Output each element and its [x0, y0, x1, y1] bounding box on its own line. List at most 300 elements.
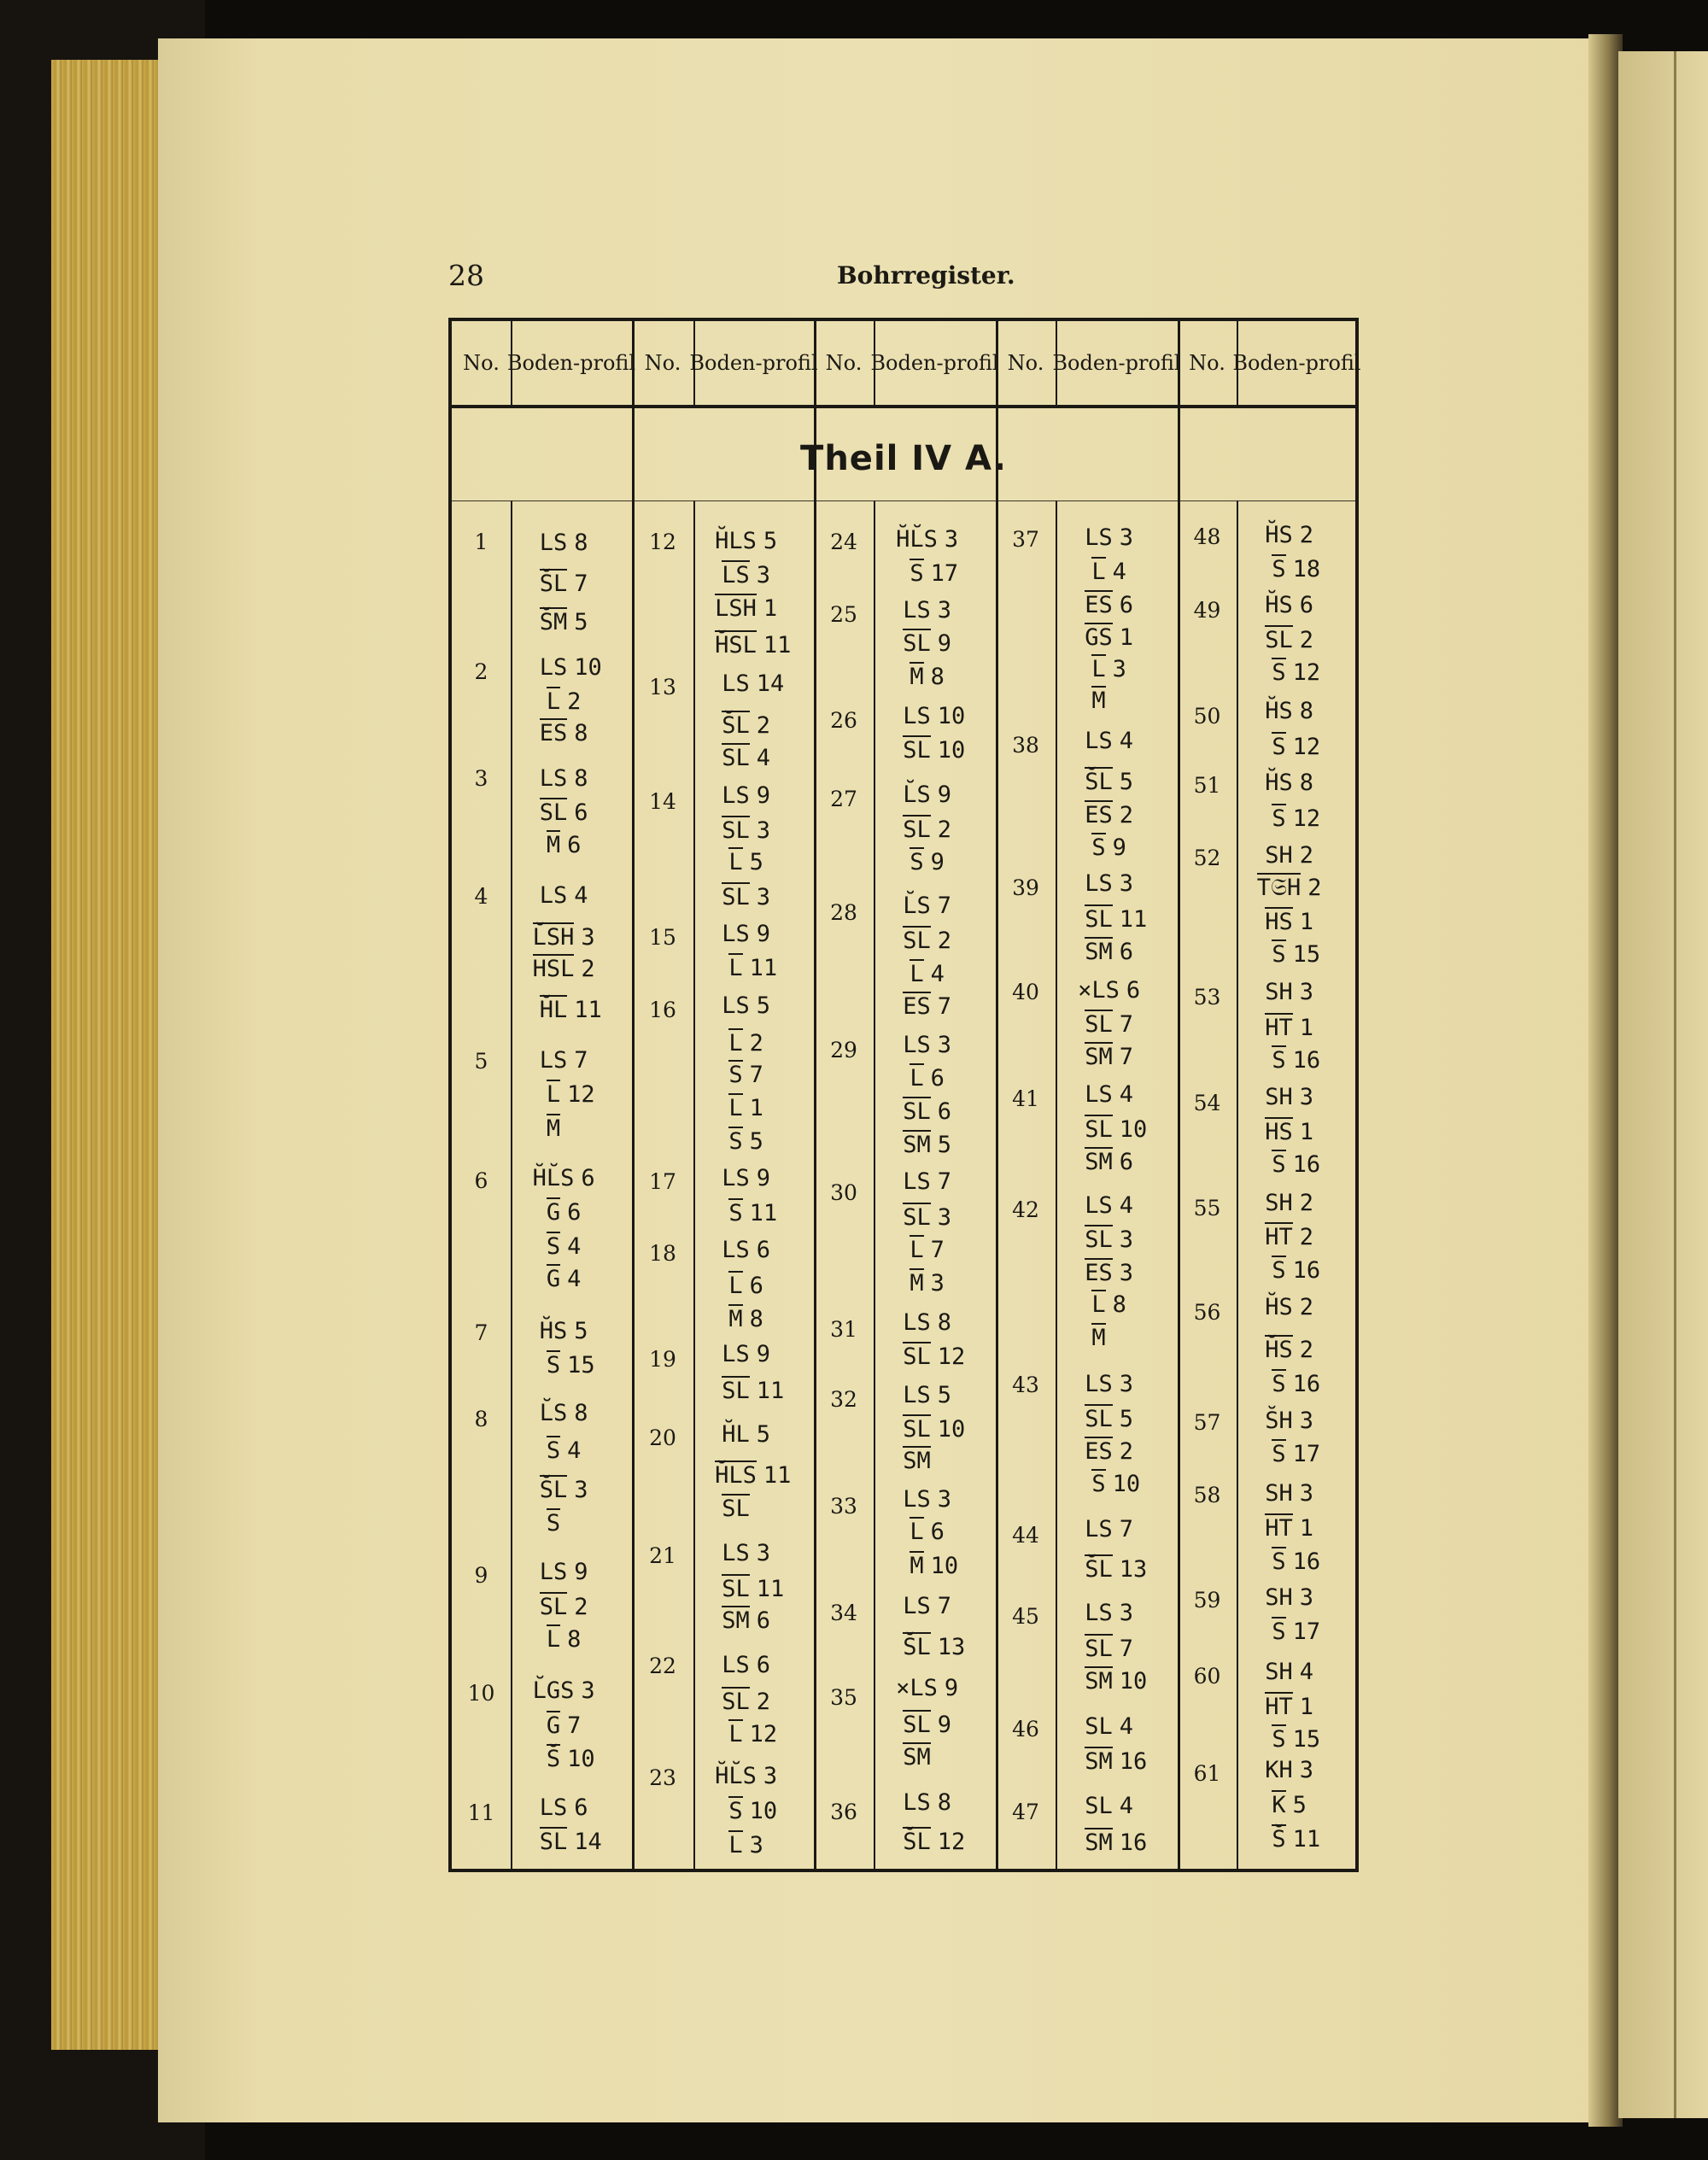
layer-depth: 9 [937, 630, 952, 657]
boring-number: 55 [1193, 1196, 1221, 1220]
boring-number: 7 [474, 1320, 488, 1345]
soil-profile-entry [1056, 1747, 1178, 1776]
layer-depth: 2 [1299, 842, 1314, 869]
layer-depth: 10 [930, 1553, 959, 1579]
layer-depth: 13 [937, 1634, 966, 1660]
layer-depth: 1 [1299, 1119, 1314, 1145]
layer-depth: 1 [1299, 909, 1314, 935]
soil-profile-entry [874, 1446, 996, 1475]
layer-depth: 9 [1112, 834, 1126, 861]
soil-code: SH [1265, 1659, 1293, 1685]
layer-depth: 9 [756, 1341, 771, 1367]
layer-depth: 2 [1307, 875, 1322, 901]
layer-depth: 7 [937, 1593, 952, 1619]
column-header-no: No. [644, 351, 681, 375]
soil-profile-entry [1237, 1117, 1357, 1146]
layer-depth: 15 [1292, 1726, 1321, 1753]
boring-number: 4 [474, 884, 488, 909]
layer-depth: 3 [944, 526, 959, 553]
layer-depth: 2 [1119, 1438, 1134, 1465]
soil-code: T𝔖H [1256, 875, 1301, 901]
soil-profile-entry [1237, 1222, 1357, 1251]
soil-code: S [546, 1510, 561, 1537]
layer-depth: 8 [1299, 770, 1314, 796]
soil-profile-entry [511, 718, 632, 747]
soil-code: S [910, 849, 924, 875]
boring-number: 3 [474, 766, 488, 791]
soil-profile-entry [693, 1796, 814, 1825]
soil-profile-entry [693, 1763, 814, 1790]
soil-profile-entry [1237, 1013, 1357, 1042]
soil-code: L [910, 1237, 924, 1263]
soil-profile-entry [1056, 767, 1178, 796]
layer-depth: 5 [937, 1132, 952, 1158]
layer-depth: 11 [574, 997, 602, 1023]
soil-code: L [1091, 559, 1106, 585]
boring-number: 24 [830, 530, 857, 554]
soil-code: S [1272, 1619, 1286, 1645]
soil-code: L [910, 1065, 924, 1092]
layer-depth: 7 [930, 1237, 945, 1263]
layer-depth: 2 [749, 1030, 763, 1057]
layer-depth: 10 [1119, 1668, 1148, 1695]
layer-depth: 5 [937, 1382, 952, 1408]
soil-code: L [546, 688, 561, 715]
soil-code: M [910, 1553, 924, 1579]
layer-depth: 1 [749, 1095, 763, 1121]
soil-code: S [1272, 734, 1286, 760]
soil-profile-entry [1056, 1554, 1178, 1583]
layer-depth: 8 [937, 1309, 952, 1336]
soil-code: LS [722, 1165, 750, 1191]
soil-code: LSH [715, 595, 757, 622]
soil-code: LS [722, 1540, 750, 1566]
soil-code: S [1272, 805, 1286, 832]
soil-profile-entry [511, 1197, 632, 1226]
soil-profile-entry [1237, 873, 1357, 902]
soil-profile-entry [693, 630, 814, 659]
layer-depth: 1 [763, 595, 778, 622]
layer-depth: 16 [1119, 1829, 1148, 1856]
boring-number: 19 [649, 1347, 676, 1372]
soil-profile-entry [1237, 979, 1357, 1006]
soil-profile-entry [693, 1376, 814, 1405]
soil-profile-entry [1237, 522, 1357, 549]
layer-depth: 16 [1292, 1548, 1321, 1575]
soil-profile-entry [693, 1127, 814, 1156]
soil-code: L [728, 1095, 743, 1121]
layer-depth: 3 [581, 924, 595, 951]
layer-depth: 6 [581, 1165, 595, 1191]
soil-profile-entry [1237, 1294, 1357, 1321]
soil-code: LS [722, 992, 750, 1019]
boring-number: 35 [830, 1685, 857, 1710]
layer-depth: 11 [763, 632, 792, 659]
soil-code: HS [1265, 909, 1293, 935]
layer-depth: 5 [749, 1128, 763, 1155]
soil-code: SM [1085, 1149, 1113, 1175]
soil-code: SL [539, 1829, 568, 1855]
soil-code: SL [722, 817, 750, 844]
soil-profile-entry [511, 1165, 632, 1192]
soil-profile-entry [874, 629, 996, 658]
soil-profile-entry [1237, 1659, 1357, 1686]
soil-profile-entry [1237, 1480, 1357, 1507]
soil-code: H̆SL [715, 632, 757, 659]
soil-profile-entry [874, 703, 996, 730]
soil-code: M [1091, 688, 1106, 714]
layer-depth: 3 [1119, 1260, 1134, 1286]
soil-profile-entry [693, 1341, 814, 1368]
boring-number: 10 [467, 1681, 495, 1706]
soil-code: LS [1085, 1192, 1113, 1219]
soil-profile-entry [511, 765, 632, 793]
layer-depth: 3 [1119, 1600, 1134, 1626]
layer-depth: 6 [756, 1607, 771, 1634]
layer-depth: 3 [1112, 656, 1126, 682]
soil-profile-entry [874, 1130, 996, 1159]
soil-profile-entry [693, 953, 814, 982]
layer-depth: 3 [581, 1677, 595, 1704]
layer-depth: 7 [574, 571, 588, 597]
soil-code: S̆M [539, 609, 568, 635]
soil-profile-entry [1237, 732, 1357, 761]
column-header-profile: Boden- profil [1232, 351, 1361, 375]
soil-code: S [546, 1352, 561, 1379]
layer-depth: 6 [930, 1065, 945, 1092]
soil-code: SM [903, 1448, 931, 1474]
soil-code: L [1091, 1291, 1106, 1318]
soil-profile-entry [874, 1789, 996, 1817]
boring-number: 51 [1193, 773, 1221, 798]
layer-depth: 2 [1299, 1337, 1314, 1363]
soil-profile-entry [693, 1237, 814, 1264]
soil-code: SL [722, 884, 750, 910]
soil-profile-entry [874, 526, 996, 553]
soil-profile-entry [693, 1830, 814, 1859]
soil-code: HT [1265, 1015, 1293, 1041]
boring-number: 59 [1193, 1588, 1221, 1613]
layer-depth: 9 [756, 1165, 771, 1191]
soil-profile-entry [874, 735, 996, 764]
soil-profile-entry [874, 1168, 996, 1196]
running-head: Bohrregister. [837, 261, 1015, 290]
soil-profile-entry [1056, 833, 1178, 862]
boring-number: 50 [1193, 704, 1221, 729]
soil-profile-entry [1237, 1335, 1357, 1364]
soil-profile-entry [511, 1475, 632, 1504]
layer-depth: 5 [1119, 769, 1134, 795]
layer-depth: 6 [1299, 592, 1314, 618]
soil-code: H̆S [1265, 1337, 1293, 1363]
boring-number: 8 [474, 1407, 488, 1431]
layer-depth: 11 [749, 955, 778, 981]
soil-profile-entry [1056, 1290, 1178, 1319]
soil-code: S [1091, 834, 1106, 861]
header-rule [452, 405, 1355, 408]
soil-code: S̆H [1265, 1408, 1293, 1434]
soil-code: M [910, 1270, 924, 1297]
layer-depth: 2 [937, 928, 952, 954]
soil-code: SM [722, 1607, 750, 1634]
layer-depth: 5 [756, 1421, 771, 1448]
layer-depth: 13 [1119, 1556, 1148, 1583]
column-header-no: No. [825, 351, 863, 375]
soil-profile-entry [1056, 1042, 1178, 1071]
boring-number: 52 [1193, 846, 1221, 870]
boring-number: 14 [649, 789, 676, 814]
layer-depth: 4 [1119, 1081, 1134, 1108]
soil-profile-entry [1056, 590, 1178, 619]
boring-number: 60 [1193, 1664, 1221, 1689]
layer-depth: 10 [937, 737, 966, 764]
soil-code: LS [903, 1309, 931, 1336]
layer-depth: 16 [1292, 1257, 1321, 1284]
soil-profile-entry [511, 530, 632, 557]
soil-profile-entry [511, 1264, 632, 1293]
soil-profile-entry [1237, 1757, 1357, 1784]
layer-depth: 18 [1292, 556, 1321, 582]
page-number: 28 [448, 259, 484, 292]
layer-depth: 2 [937, 817, 952, 843]
soil-code: M [1091, 1325, 1106, 1351]
soil-code: LS [539, 1559, 568, 1585]
soil-profile-entry [874, 597, 996, 624]
boring-number: 1 [474, 530, 488, 554]
soil-code: L [728, 1721, 743, 1747]
boring-number: 13 [649, 675, 676, 700]
soil-code: S [1272, 556, 1286, 582]
layer-depth: 3 [937, 597, 952, 623]
soil-profile-entry [874, 1235, 996, 1264]
soil-profile-entry [693, 594, 814, 623]
soil-code: LS [903, 1593, 931, 1619]
soil-profile-entry [693, 1460, 814, 1490]
soil-code: SL [722, 1689, 750, 1715]
boring-number: 54 [1193, 1091, 1221, 1115]
soil-code: SH [1265, 842, 1293, 869]
soil-profile-entry [1056, 1323, 1178, 1352]
soil-code: S [1272, 1371, 1286, 1397]
boring-number: 41 [1012, 1086, 1039, 1111]
boring-number: 17 [649, 1169, 676, 1194]
soil-profile-entry [1056, 870, 1178, 898]
layer-depth: 12 [1292, 734, 1321, 760]
soil-code: S̆ [1272, 1826, 1286, 1853]
layer-depth: 2 [1299, 627, 1314, 653]
column-header-no: No. [1189, 351, 1225, 375]
soil-profile-entry [511, 1114, 632, 1143]
soil-code: L [728, 955, 743, 981]
soil-profile-entry [693, 1719, 814, 1748]
layer-depth: 4 [1299, 1659, 1314, 1685]
soil-profile-entry [874, 559, 996, 588]
soil-code: HS [1265, 1119, 1293, 1145]
soil-profile-entry [1056, 1192, 1178, 1220]
soil-profile-entry [1056, 1828, 1178, 1857]
soil-code: S̆L [1085, 769, 1113, 795]
soil-profile-entry [874, 1342, 996, 1371]
soil-profile-entry [1056, 1147, 1178, 1176]
soil-code: HT [1265, 1224, 1293, 1250]
soil-profile-entry [1056, 524, 1178, 552]
soil-profile-entry [511, 1624, 632, 1654]
soil-code: SL [1085, 1226, 1113, 1253]
layer-depth: 16 [1292, 1151, 1321, 1178]
soil-code: LS [903, 1789, 931, 1816]
soil-code: LS [722, 1237, 750, 1263]
soil-code: SH [1265, 1084, 1293, 1110]
boring-number: 11 [467, 1800, 495, 1825]
soil-profile-entry [874, 815, 996, 844]
boring-number: 30 [830, 1180, 857, 1205]
soil-profile-entry [511, 1047, 632, 1074]
layer-depth: 9 [937, 1712, 952, 1738]
soil-profile-entry [511, 1508, 632, 1537]
soil-profile-entry [1056, 686, 1178, 715]
soil-code: SL [903, 1204, 931, 1231]
boring-number: 18 [649, 1241, 676, 1266]
soil-profile-entry [693, 882, 814, 911]
soil-profile-entry [511, 830, 632, 859]
soil-profile-entry [1056, 1666, 1178, 1695]
layer-depth: 4 [930, 961, 945, 987]
soil-code: S [728, 1798, 743, 1824]
boring-number: 25 [830, 602, 857, 627]
layer-depth: 7 [937, 993, 952, 1020]
soil-code: L̆S [903, 781, 931, 808]
soil-profile-entry [511, 1436, 632, 1465]
soil-code: SM [903, 1132, 931, 1158]
soil-profile-entry [874, 1517, 996, 1546]
soil-profile-entry [1237, 554, 1357, 583]
boring-number: 6 [474, 1168, 488, 1193]
soil-profile-entry [511, 687, 632, 716]
soil-profile-entry [1056, 1115, 1178, 1144]
layer-depth: 3 [756, 562, 771, 588]
boring-number: 9 [474, 1563, 488, 1588]
soil-code: SH [1265, 1190, 1293, 1216]
layer-depth: 11 [1119, 906, 1148, 933]
soil-profile-entry [1237, 1724, 1357, 1753]
layer-depth: 2 [1299, 1294, 1314, 1320]
layer-depth: 6 [1126, 977, 1141, 1004]
soil-profile-entry [1237, 804, 1357, 833]
soil-profile-entry [1237, 842, 1357, 869]
soil-profile-entry [1237, 770, 1357, 797]
soil-profile-entry [511, 1400, 632, 1427]
soil-profile-entry [511, 569, 632, 598]
soil-code: M [546, 832, 561, 858]
soil-profile-entry [1056, 977, 1178, 1004]
layer-depth: 7 [1119, 1011, 1134, 1038]
layer-depth: 10 [567, 1746, 595, 1772]
soil-code: LS [903, 1382, 931, 1408]
soil-profile-entry [1237, 592, 1357, 619]
layer-depth: 17 [1292, 1441, 1321, 1467]
soil-profile-entry [1056, 1793, 1178, 1820]
soil-profile-entry [874, 926, 996, 955]
soil-profile-entry [874, 1309, 996, 1337]
soil-code: L̆S [539, 1400, 568, 1426]
layer-depth: 3 [1299, 1084, 1314, 1110]
boring-number: 40 [1012, 980, 1039, 1004]
soil-code: S [1272, 1151, 1286, 1178]
soil-profile-entry [874, 847, 996, 876]
soil-code: H̆L̆S [715, 1763, 757, 1789]
soil-profile-entry [693, 1198, 814, 1227]
soil-code: L̆S [903, 893, 931, 919]
layer-depth: 8 [937, 1789, 952, 1816]
soil-profile-entry [1056, 1404, 1178, 1433]
soil-code: HSL [532, 956, 575, 982]
soil-profile-entry [1237, 1547, 1357, 1576]
soil-code: S [728, 1128, 743, 1155]
layer-depth: 12 [937, 1343, 966, 1370]
layer-depth: 3 [1299, 1757, 1314, 1783]
soil-code: S̆L [1085, 1556, 1113, 1583]
soil-code: LS [903, 1486, 931, 1513]
soil-profile-entry [511, 1827, 632, 1856]
soil-profile-entry [511, 1711, 632, 1740]
layer-depth: 4 [1119, 1713, 1134, 1740]
layer-depth: 6 [567, 1199, 582, 1226]
layer-depth: 8 [1299, 698, 1314, 724]
layer-depth: 15 [1292, 941, 1321, 968]
soil-profile-entry [874, 1551, 996, 1580]
layer-depth: 5 [1119, 1406, 1134, 1432]
soil-profile-entry [1237, 1439, 1357, 1468]
layer-depth: 5 [574, 1318, 588, 1344]
soil-profile-entry [1056, 728, 1178, 755]
soil-code: H̆S [1265, 522, 1293, 548]
layer-depth: 3 [763, 1763, 778, 1789]
boring-number: 26 [830, 708, 857, 733]
layer-depth: 6 [937, 1098, 952, 1125]
soil-code: LS [539, 1794, 568, 1821]
column-header-profile: Boden- profil [689, 351, 818, 375]
soil-profile-entry [1056, 1258, 1178, 1287]
layer-depth: 3 [1299, 979, 1314, 1005]
boring-number: 37 [1012, 527, 1039, 552]
soil-code: S [1272, 1548, 1286, 1575]
soil-profile-entry [1056, 800, 1178, 829]
soil-profile-entry [693, 847, 814, 876]
soil-profile-entry [1056, 557, 1178, 586]
soil-profile-entry [1237, 1084, 1357, 1111]
soil-code: G [546, 1712, 561, 1739]
soil-profile-entry [693, 670, 814, 698]
layer-depth: 2 [574, 1594, 588, 1620]
soil-code: SM [1085, 1044, 1113, 1070]
layer-depth: 4 [567, 1266, 582, 1292]
soil-code: SL [903, 1343, 931, 1370]
layer-depth: 10 [749, 1798, 778, 1824]
soil-profile-entry [874, 1486, 996, 1513]
boring-number: 44 [1012, 1523, 1039, 1548]
layer-depth: 7 [567, 1712, 582, 1739]
soil-profile-entry [511, 922, 632, 951]
soil-profile-entry [1237, 658, 1357, 687]
soil-profile-entry [1237, 1790, 1357, 1819]
soil-profile-entry [1056, 623, 1178, 652]
layer-depth: 3 [930, 1270, 945, 1297]
soil-code: LS [539, 654, 568, 681]
soil-code: L [728, 849, 743, 875]
soil-code: LS [539, 530, 568, 556]
soil-profile-entry [1056, 1600, 1178, 1627]
soil-code: LS [1085, 1516, 1113, 1542]
